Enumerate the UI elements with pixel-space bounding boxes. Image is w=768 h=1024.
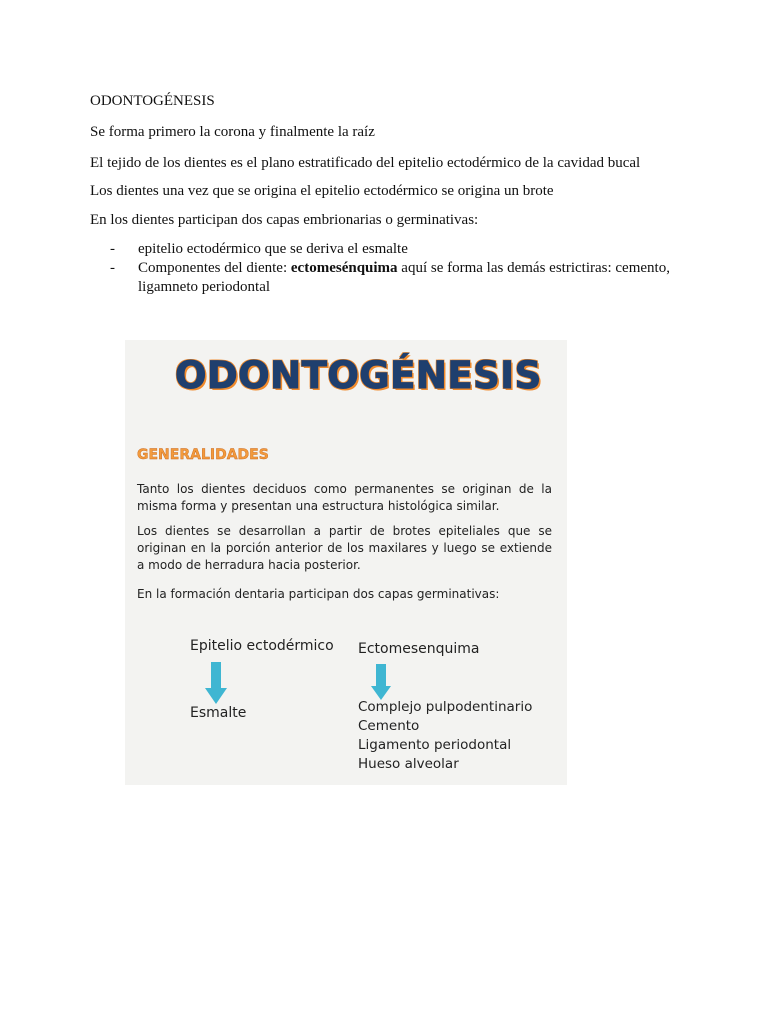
arrow-down-icon	[371, 664, 391, 700]
diagram-result-item: Hueso alveolar	[358, 756, 459, 772]
paragraph-2: El tejido de los dientes es el plano estratificado del epitelio ectodérmico de la cavidad bucal	[90, 155, 641, 171]
list-bullet: -	[110, 241, 115, 257]
diagram-left-source: Epitelio ectodérmico	[190, 638, 334, 654]
document-body	[90, 92, 690, 111]
diagram-result-item: Complejo pulpodentinario	[358, 699, 533, 715]
list-item-suffix: aquí se forma las demás estrictiras: cemento, ligamneto periodontal	[138, 260, 670, 295]
layers-list	[110, 240, 698, 297]
slide-title: ODONTOGÉNESIS	[175, 354, 542, 397]
paragraph-3: Los dientes una vez que se origina el epitelio ectodérmico se origina un brote	[90, 183, 554, 199]
list-item-text: epitelio ectodérmico que se deriva el esmalte	[138, 241, 408, 257]
diagram-result-item: Cemento	[358, 718, 420, 734]
paragraph-1: Se forma primero la corona y finalmente la raíz	[90, 124, 375, 140]
paragraph-4: En los dientes participan dos capas embrionarias o germinativas:	[90, 212, 479, 228]
slide-paragraph-2: Los dientes se desarrollan a partir de brotes epiteliales que se originan en la porción anterior de los maxilares y luego se extiende a modo de herradura hacia posterior.	[137, 524, 552, 572]
list-bullet: -	[110, 260, 115, 276]
list-item-bold-term: ectomesénquima	[290, 260, 398, 276]
document-heading: ODONTOGÉNESIS	[90, 93, 215, 109]
list-item	[110, 259, 698, 297]
list-item-text	[138, 259, 678, 297]
slide-paragraph-1: Tanto los dientes deciduos como permanentes se originan de la misma forma y presentan una estructura histológica similar.	[137, 482, 552, 513]
list-item-prefix: Componentes del diente:	[138, 260, 291, 276]
diagram-right-results	[358, 698, 532, 774]
diagram-result-item: Ligamento periodontal	[358, 737, 512, 753]
diagram-right-source: Ectomesenquima	[358, 641, 480, 657]
arrow-down-icon	[205, 662, 227, 704]
list-item	[110, 240, 698, 259]
slide-paragraph-3: En la formación dentaria participan dos capas germinativas:	[137, 587, 500, 601]
slide-subtitle: GENERALIDADES	[137, 447, 269, 463]
diagram-left-result: Esmalte	[190, 705, 247, 721]
embedded-slide-image	[125, 340, 567, 785]
